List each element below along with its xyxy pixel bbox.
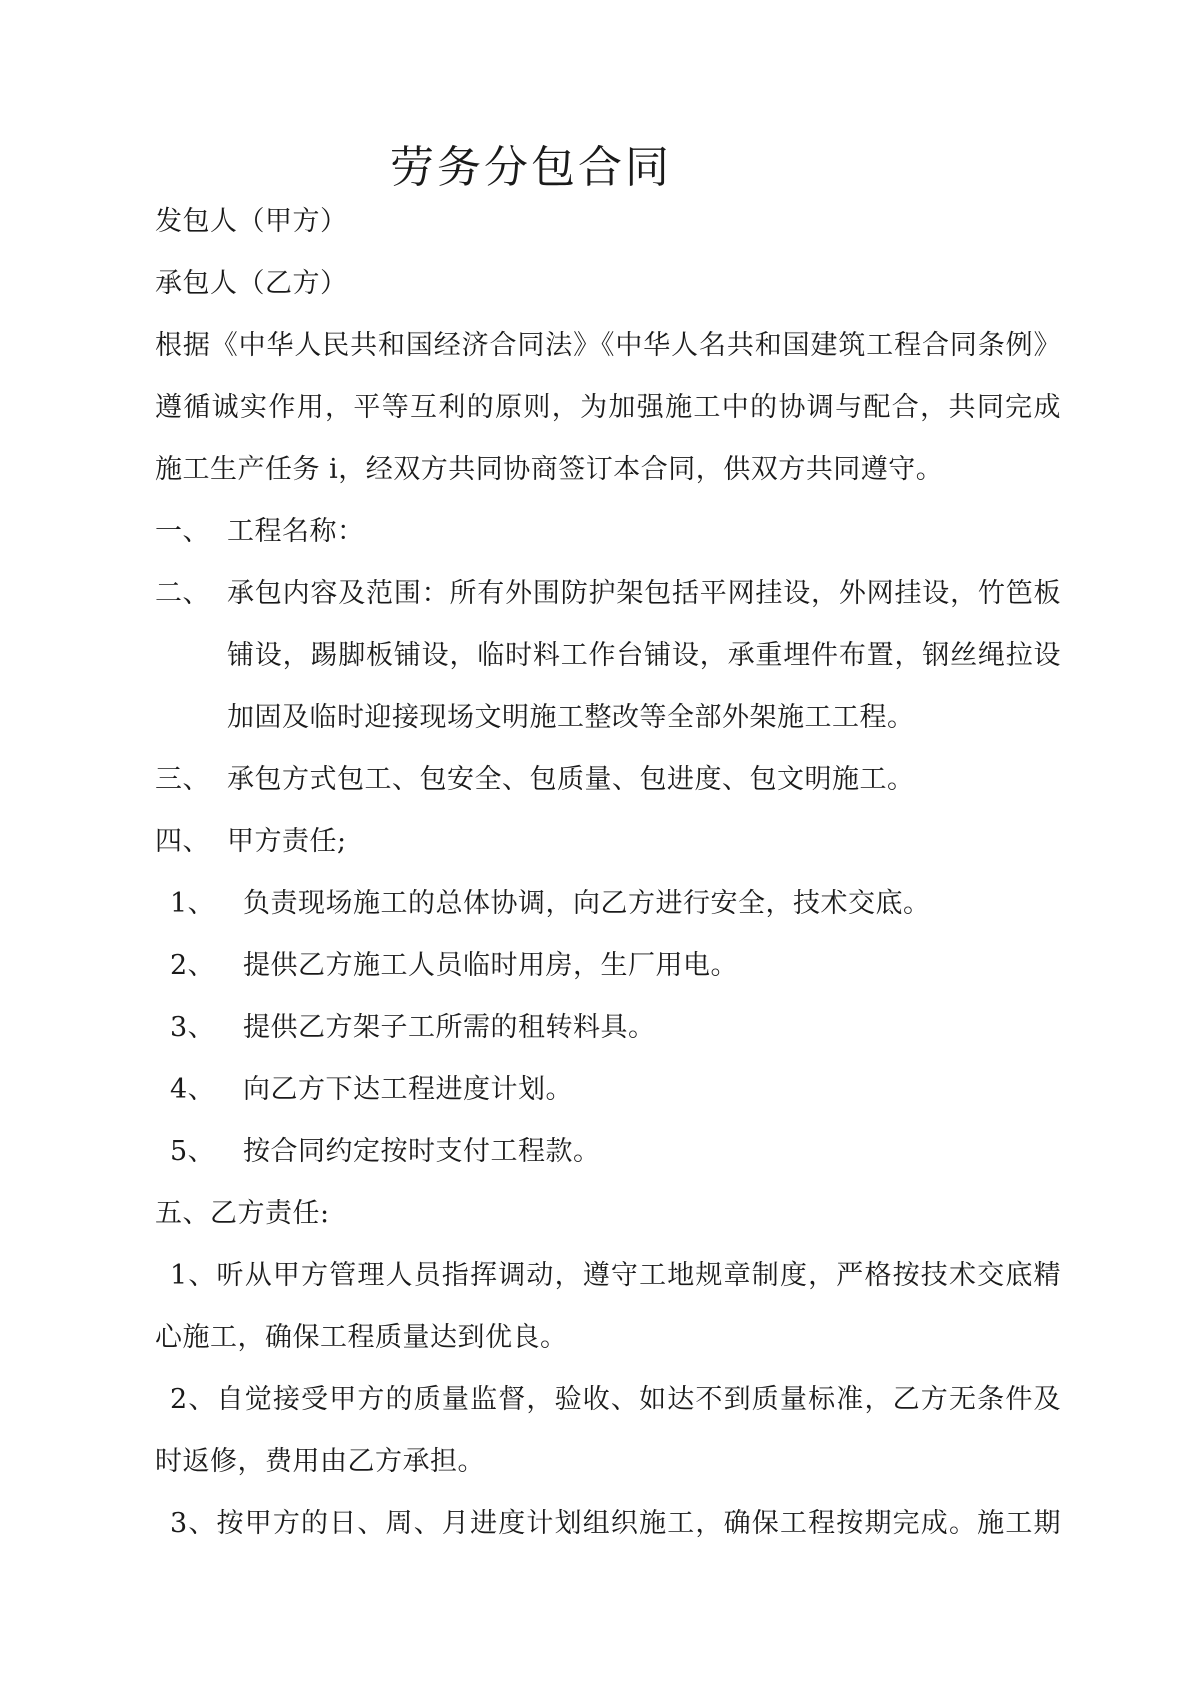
section-5-item-2-line-1: 2、自觉接受甲方的质量监督，验收、如达不到质量标准，乙方无条件及 xyxy=(170,1384,1061,1415)
section-4-item-5-number: 5、 xyxy=(170,1136,216,1167)
section-3-text: 承包方式包工、包安全、包质量、包进度、包文明施工。 xyxy=(227,764,915,795)
section-4-number: 四、 xyxy=(155,826,210,857)
section-2-line-3: 加固及临时迎接现场文明施工整改等全部外架施工工程。 xyxy=(227,702,915,733)
section-4-item-3-text: 提供乙方架子工所需的租转料具。 xyxy=(243,1012,656,1043)
section-4-item-1-text: 负责现场施工的总体协调，向乙方进行安全，技术交底。 xyxy=(243,888,931,919)
section-2-line-2: 铺设，踢脚板铺设，临时料工作台铺设，承重埋件布置，钢丝绳拉设 xyxy=(227,640,1061,671)
section-4-item-2-text: 提供乙方施工人员临时用房，生厂用电。 xyxy=(243,950,738,981)
section-5-item-1-line-1: 1、听从甲方管理人员指挥调动，遵守工地规章制度，严格按技术交底精 xyxy=(170,1260,1061,1291)
section-4-item-3-number: 3、 xyxy=(170,1012,216,1043)
section-2-line-1: 承包内容及范围：所有外围防护架包括平网挂设，外网挂设，竹笆板 xyxy=(227,578,1061,609)
section-1-number: 一、 xyxy=(155,516,210,547)
section-4-item-2-number: 2、 xyxy=(170,950,216,981)
preamble-line-2: 遵循诚实作用，平等互利的原则，为加强施工中的协调与配合，共同完成 xyxy=(155,392,1061,423)
section-2-number: 二、 xyxy=(155,578,210,609)
section-4-item-4-number: 4、 xyxy=(170,1074,216,1105)
section-5-item-2-line-2: 时返修，费用由乙方承担。 xyxy=(155,1446,485,1477)
document-title: 劳务分包合同 xyxy=(390,142,672,193)
section-3-number: 三、 xyxy=(155,764,210,795)
section-4-item-4-text: 向乙方下达工程进度计划。 xyxy=(243,1074,573,1105)
section-1-text: 工程名称： xyxy=(227,516,365,547)
preamble-line-3: 施工生产任务 i，经双方共同协商签订本合同，供双方共同遵守。 xyxy=(155,454,944,485)
section-5-item-3-line-1: 3、按甲方的日、周、月进度计划组织施工，确保工程按期完成。施工期 xyxy=(170,1508,1061,1539)
party-a-label: 发包人（甲方） xyxy=(155,206,348,237)
section-4-item-1-number: 1、 xyxy=(170,888,216,919)
party-b-label: 承包人（乙方） xyxy=(155,268,348,299)
section-4-text: 甲方责任; xyxy=(227,826,347,857)
section-5-item-1-line-2: 心施工，确保工程质量达到优良。 xyxy=(155,1322,568,1353)
section-5-heading: 五、乙方责任: xyxy=(155,1198,330,1229)
section-4-item-5-text: 按合同约定按时支付工程款。 xyxy=(243,1136,601,1167)
preamble-line-1: 根据《中华人民共和国经济合同法》《中华人名共和国建筑工程合同条例》 xyxy=(155,330,1061,361)
